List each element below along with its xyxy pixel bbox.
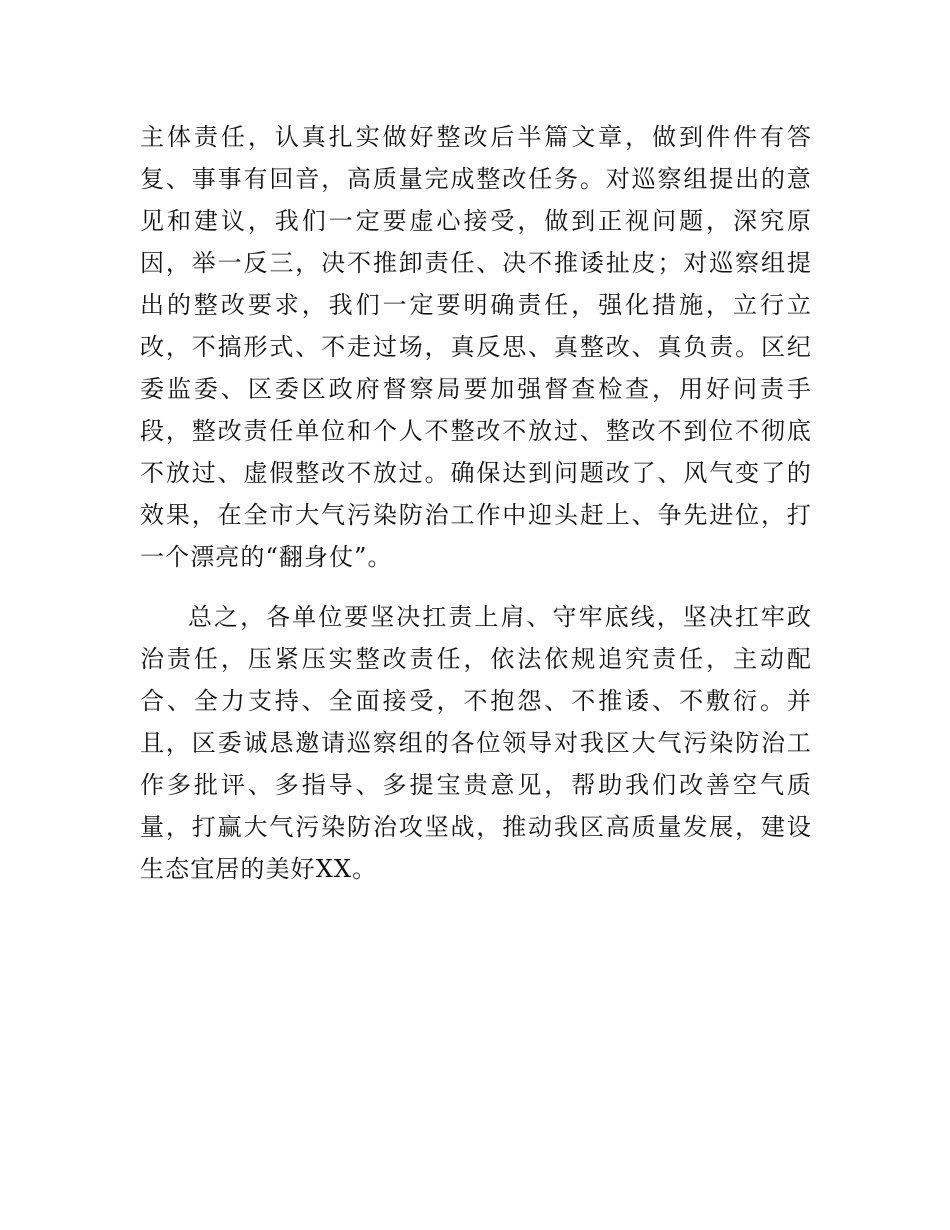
paragraph-2: 总之，各单位要坚决扛责上肩、守牢底线，坚决扛牢政治责任，压紧压实整改责任，依法依规追究责任，主动配合、全力支持、全面接受，不抱怨、不推诿、不敷衍。并且，区委诚恳邀请巡察组的各位领导对我区大气污染防治工作多批评、多指导、多提宝贵意见，帮助我们改善空气质量，打赢大气污染防治攻坚战，推动我区高质量发展，建设生态宜居的美好XX。 xyxy=(140,603,812,883)
document-body xyxy=(140,116,812,890)
paragraph-1: 主体责任，认真扎实做好整改后半篇文章，做到件件有答复、事事有回音，高质量完成整改任务。对巡察组提出的意见和建议，我们一定要虚心接受，做到正视问题，深究原因，举一反三，决不推卸责任、决不推诿扯皮；对巡察组提出的整改要求，我们一定要明确责任，强化措施，立行立改，不搞形式、不走过场，真反思、真整改、真负责。区纪委监委、区委区政府督察局要加强督查检查，用好问责手段，整改责任单位和个人不整改不放过、整改不到位不彻底不放过、虚假整改不放过。确保达到问题改了、风气变了的效果，在全市大气污染防治工作中迎头赶上、争先进位，打一个漂亮的“翻身仗”。 xyxy=(140,123,812,571)
